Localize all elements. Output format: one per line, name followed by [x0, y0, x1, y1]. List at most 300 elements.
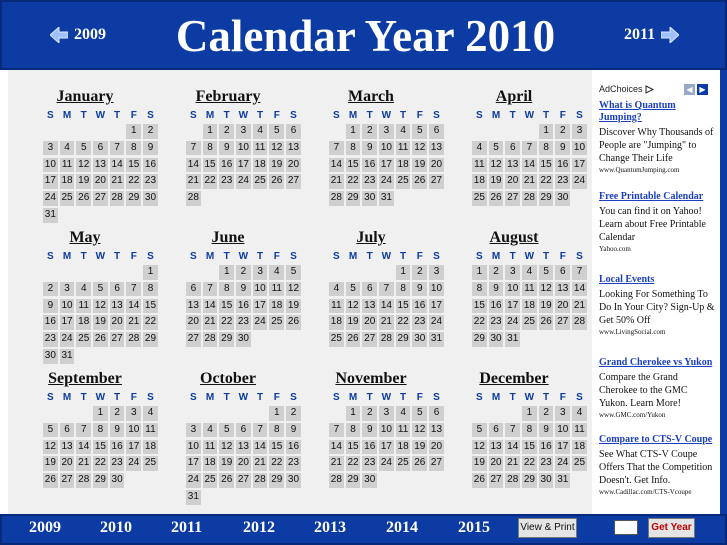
day-cell[interactable]: 13	[489, 440, 504, 455]
day-cell[interactable]: 12	[269, 141, 284, 156]
day-cell[interactable]: 1	[346, 124, 361, 139]
day-cell[interactable]: 19	[412, 440, 427, 455]
day-cell[interactable]: 27	[286, 174, 301, 189]
year-input[interactable]	[614, 520, 638, 535]
day-cell[interactable]: 7	[110, 141, 125, 156]
day-cell[interactable]: 1	[219, 265, 234, 280]
day-cell[interactable]: 9	[219, 141, 234, 156]
day-cell[interactable]: 15	[203, 158, 218, 173]
day-cell[interactable]: 30	[143, 191, 158, 206]
day-cell[interactable]: 22	[143, 315, 158, 330]
footer-year-link[interactable]: 2014	[386, 519, 418, 536]
day-cell[interactable]: 12	[539, 282, 554, 297]
day-cell[interactable]: 3	[186, 423, 201, 438]
day-cell[interactable]: 26	[43, 473, 58, 488]
day-cell[interactable]: 7	[253, 423, 268, 438]
day-cell[interactable]: 12	[412, 141, 427, 156]
day-cell[interactable]: 20	[236, 456, 251, 471]
day-cell[interactable]: 29	[346, 473, 361, 488]
day-cell[interactable]: 13	[505, 158, 520, 173]
day-cell[interactable]: 29	[522, 473, 537, 488]
day-cell[interactable]: 26	[286, 315, 301, 330]
day-cell[interactable]: 16	[362, 158, 377, 173]
day-cell[interactable]: 9	[362, 423, 377, 438]
day-cell[interactable]: 22	[522, 456, 537, 471]
month-title[interactable]: August	[489, 229, 539, 246]
day-cell[interactable]: 21	[329, 174, 344, 189]
day-cell[interactable]: 6	[489, 423, 504, 438]
day-cell[interactable]: 27	[362, 332, 377, 347]
day-cell[interactable]: 17	[186, 456, 201, 471]
day-cell[interactable]: 1	[396, 265, 411, 280]
day-cell[interactable]: 17	[505, 299, 520, 314]
day-cell[interactable]: 17	[43, 174, 58, 189]
footer-year-link[interactable]: 2009	[29, 519, 61, 536]
day-cell[interactable]: 12	[286, 282, 301, 297]
footer-year-link[interactable]: 2013	[314, 519, 346, 536]
day-cell[interactable]: 3	[253, 265, 268, 280]
day-cell[interactable]: 2	[489, 265, 504, 280]
day-cell[interactable]: 10	[572, 141, 587, 156]
ad-title-link[interactable]: What is Quantum Jumping?	[599, 100, 676, 123]
day-cell[interactable]: 27	[429, 456, 444, 471]
day-cell[interactable]: 1	[269, 406, 284, 421]
day-cell[interactable]: 18	[203, 456, 218, 471]
day-cell[interactable]: 29	[126, 191, 141, 206]
day-cell[interactable]: 16	[286, 440, 301, 455]
day-cell[interactable]: 26	[489, 191, 504, 206]
day-cell[interactable]: 5	[43, 423, 58, 438]
day-cell[interactable]: 29	[143, 332, 158, 347]
day-cell[interactable]: 8	[203, 141, 218, 156]
day-cell[interactable]: 13	[555, 282, 570, 297]
day-cell[interactable]: 17	[60, 315, 75, 330]
day-cell[interactable]: 11	[522, 282, 537, 297]
ad-title-link[interactable]: Grand Cherokee vs Yukon	[599, 357, 713, 368]
month-title[interactable]: July	[356, 229, 386, 246]
day-cell[interactable]: 4	[143, 406, 158, 421]
day-cell[interactable]: 30	[489, 332, 504, 347]
day-cell[interactable]: 13	[93, 158, 108, 173]
day-cell[interactable]: 23	[236, 315, 251, 330]
day-cell[interactable]: 12	[93, 299, 108, 314]
day-cell[interactable]: 26	[346, 332, 361, 347]
day-cell[interactable]: 11	[396, 423, 411, 438]
day-cell[interactable]: 11	[143, 423, 158, 438]
day-cell[interactable]: 15	[522, 440, 537, 455]
day-cell[interactable]: 24	[379, 174, 394, 189]
day-cell[interactable]: 26	[472, 473, 487, 488]
day-cell[interactable]: 4	[203, 423, 218, 438]
day-cell[interactable]: 6	[429, 406, 444, 421]
day-cell[interactable]: 14	[186, 158, 201, 173]
ad-next-button[interactable]: ▶	[697, 84, 708, 95]
day-cell[interactable]: 8	[219, 282, 234, 297]
day-cell[interactable]: 24	[555, 456, 570, 471]
day-cell[interactable]: 10	[555, 423, 570, 438]
day-cell[interactable]: 18	[472, 174, 487, 189]
day-cell[interactable]: 4	[253, 124, 268, 139]
day-cell[interactable]: 28	[329, 191, 344, 206]
day-cell[interactable]: 25	[329, 332, 344, 347]
day-cell[interactable]: 18	[572, 440, 587, 455]
day-cell[interactable]: 19	[76, 174, 91, 189]
day-cell[interactable]: 2	[286, 406, 301, 421]
day-cell[interactable]: 8	[396, 282, 411, 297]
day-cell[interactable]: 21	[379, 315, 394, 330]
day-cell[interactable]: 5	[472, 423, 487, 438]
day-cell[interactable]: 2	[555, 124, 570, 139]
day-cell[interactable]: 8	[539, 141, 554, 156]
day-cell[interactable]: 1	[143, 265, 158, 280]
day-cell[interactable]: 26	[219, 473, 234, 488]
footer-year-link[interactable]: 2015	[458, 519, 490, 536]
day-cell[interactable]: 4	[60, 141, 75, 156]
day-cell[interactable]: 5	[346, 282, 361, 297]
day-cell[interactable]: 23	[539, 456, 554, 471]
day-cell[interactable]: 3	[572, 124, 587, 139]
day-cell[interactable]: 8	[522, 423, 537, 438]
day-cell[interactable]: 27	[429, 174, 444, 189]
day-cell[interactable]: 14	[253, 440, 268, 455]
day-cell[interactable]: 14	[110, 158, 125, 173]
day-cell[interactable]: 25	[472, 191, 487, 206]
day-cell[interactable]: 30	[539, 473, 554, 488]
day-cell[interactable]: 7	[186, 141, 201, 156]
day-cell[interactable]: 11	[329, 299, 344, 314]
day-cell[interactable]: 27	[236, 473, 251, 488]
day-cell[interactable]: 25	[253, 174, 268, 189]
day-cell[interactable]: 6	[110, 282, 125, 297]
day-cell[interactable]: 15	[472, 299, 487, 314]
day-cell[interactable]: 9	[110, 423, 125, 438]
day-cell[interactable]: 14	[522, 158, 537, 173]
day-cell[interactable]: 10	[505, 282, 520, 297]
day-cell[interactable]: 1	[203, 124, 218, 139]
next-year-link[interactable]	[624, 26, 679, 44]
footer-year-link[interactable]: 2011	[171, 519, 203, 536]
day-cell[interactable]: 25	[396, 174, 411, 189]
day-cell[interactable]: 10	[60, 299, 75, 314]
day-cell[interactable]: 4	[76, 282, 91, 297]
day-cell[interactable]: 10	[43, 158, 58, 173]
day-cell[interactable]: 14	[76, 440, 91, 455]
day-cell[interactable]: 6	[286, 124, 301, 139]
day-cell[interactable]: 5	[539, 265, 554, 280]
day-cell[interactable]: 23	[362, 456, 377, 471]
day-cell[interactable]: 20	[93, 174, 108, 189]
day-cell[interactable]: 4	[572, 406, 587, 421]
month-title[interactable]: April	[495, 88, 533, 105]
day-cell[interactable]: 9	[412, 282, 427, 297]
day-cell[interactable]: 25	[76, 332, 91, 347]
day-cell[interactable]: 8	[472, 282, 487, 297]
day-cell[interactable]: 31	[186, 490, 201, 505]
day-cell[interactable]: 10	[236, 141, 251, 156]
day-cell[interactable]: 13	[60, 440, 75, 455]
day-cell[interactable]: 23	[43, 332, 58, 347]
day-cell[interactable]: 23	[143, 174, 158, 189]
day-cell[interactable]: 11	[396, 141, 411, 156]
day-cell[interactable]: 26	[76, 191, 91, 206]
month-title[interactable]: October	[200, 370, 256, 387]
day-cell[interactable]: 21	[76, 456, 91, 471]
day-cell[interactable]: 13	[186, 299, 201, 314]
day-cell[interactable]: 6	[555, 265, 570, 280]
day-cell[interactable]: 24	[429, 315, 444, 330]
day-cell[interactable]: 24	[572, 174, 587, 189]
day-cell[interactable]: 25	[522, 315, 537, 330]
day-cell[interactable]: 25	[396, 456, 411, 471]
day-cell[interactable]: 3	[379, 124, 394, 139]
day-cell[interactable]: 18	[329, 315, 344, 330]
day-cell[interactable]: 18	[396, 440, 411, 455]
day-cell[interactable]: 16	[43, 315, 58, 330]
day-cell[interactable]: 12	[346, 299, 361, 314]
day-cell[interactable]: 27	[93, 191, 108, 206]
day-cell[interactable]: 7	[572, 265, 587, 280]
day-cell[interactable]: 17	[126, 440, 141, 455]
day-cell[interactable]: 5	[286, 265, 301, 280]
adchoices-label[interactable]	[599, 84, 654, 94]
day-cell[interactable]: 29	[269, 473, 284, 488]
day-cell[interactable]: 6	[93, 141, 108, 156]
day-cell[interactable]: 17	[236, 158, 251, 173]
day-cell[interactable]: 15	[346, 440, 361, 455]
day-cell[interactable]: 11	[572, 423, 587, 438]
day-cell[interactable]: 26	[412, 174, 427, 189]
day-cell[interactable]: 28	[572, 315, 587, 330]
day-cell[interactable]: 20	[286, 158, 301, 173]
day-cell[interactable]: 23	[110, 456, 125, 471]
day-cell[interactable]: 11	[472, 158, 487, 173]
day-cell[interactable]: 25	[269, 315, 284, 330]
day-cell[interactable]: 25	[203, 473, 218, 488]
day-cell[interactable]: 16	[539, 440, 554, 455]
day-cell[interactable]: 23	[286, 456, 301, 471]
day-cell[interactable]: 19	[412, 158, 427, 173]
day-cell[interactable]: 9	[362, 141, 377, 156]
day-cell[interactable]: 14	[505, 440, 520, 455]
day-cell[interactable]: 28	[253, 473, 268, 488]
month-title[interactable]: June	[211, 229, 245, 246]
day-cell[interactable]: 16	[362, 440, 377, 455]
day-cell[interactable]: 27	[110, 332, 125, 347]
day-cell[interactable]: 3	[379, 406, 394, 421]
day-cell[interactable]: 1	[346, 406, 361, 421]
day-cell[interactable]: 20	[429, 440, 444, 455]
day-cell[interactable]: 29	[219, 332, 234, 347]
day-cell[interactable]: 9	[539, 423, 554, 438]
day-cell[interactable]: 28	[76, 473, 91, 488]
day-cell[interactable]: 17	[572, 158, 587, 173]
day-cell[interactable]: 22	[203, 174, 218, 189]
day-cell[interactable]: 20	[429, 158, 444, 173]
month-title[interactable]: February	[195, 88, 261, 105]
ad-url[interactable]: www.LivingSocial.com	[599, 328, 666, 336]
day-cell[interactable]: 4	[522, 265, 537, 280]
day-cell[interactable]: 16	[412, 299, 427, 314]
day-cell[interactable]: 5	[76, 141, 91, 156]
day-cell[interactable]: 11	[203, 440, 218, 455]
day-cell[interactable]: 27	[60, 473, 75, 488]
day-cell[interactable]: 9	[143, 141, 158, 156]
day-cell[interactable]: 11	[60, 158, 75, 173]
month-title[interactable]: May	[69, 229, 101, 246]
day-cell[interactable]: 19	[539, 299, 554, 314]
day-cell[interactable]: 15	[143, 299, 158, 314]
day-cell[interactable]: 21	[110, 174, 125, 189]
day-cell[interactable]: 21	[203, 315, 218, 330]
day-cell[interactable]: 23	[489, 315, 504, 330]
ad-prev-button[interactable]: ◀	[684, 84, 695, 95]
day-cell[interactable]: 19	[43, 456, 58, 471]
day-cell[interactable]: 12	[76, 158, 91, 173]
day-cell[interactable]: 16	[219, 158, 234, 173]
day-cell[interactable]: 7	[126, 282, 141, 297]
day-cell[interactable]: 28	[110, 191, 125, 206]
ad-title-link[interactable]: Local Events	[599, 274, 655, 285]
day-cell[interactable]: 21	[329, 456, 344, 471]
day-cell[interactable]: 29	[93, 473, 108, 488]
day-cell[interactable]: 8	[346, 423, 361, 438]
day-cell[interactable]: 5	[489, 141, 504, 156]
month-title[interactable]: December	[479, 370, 549, 387]
day-cell[interactable]: 26	[412, 456, 427, 471]
ad-url[interactable]: Yahoo.com	[599, 245, 631, 253]
day-cell[interactable]: 16	[110, 440, 125, 455]
day-cell[interactable]: 3	[126, 406, 141, 421]
day-cell[interactable]: 8	[346, 141, 361, 156]
day-cell[interactable]: 31	[555, 473, 570, 488]
day-cell[interactable]: 13	[362, 299, 377, 314]
day-cell[interactable]: 24	[60, 332, 75, 347]
day-cell[interactable]: 14	[379, 299, 394, 314]
day-cell[interactable]: 2	[219, 124, 234, 139]
day-cell[interactable]: 9	[43, 299, 58, 314]
day-cell[interactable]: 7	[329, 141, 344, 156]
day-cell[interactable]: 9	[236, 282, 251, 297]
day-cell[interactable]: 2	[412, 265, 427, 280]
day-cell[interactable]: 19	[93, 315, 108, 330]
day-cell[interactable]: 30	[362, 191, 377, 206]
day-cell[interactable]: 27	[505, 191, 520, 206]
day-cell[interactable]: 2	[236, 265, 251, 280]
day-cell[interactable]: 18	[76, 315, 91, 330]
day-cell[interactable]: 30	[110, 473, 125, 488]
day-cell[interactable]: 16	[555, 158, 570, 173]
day-cell[interactable]: 24	[253, 315, 268, 330]
day-cell[interactable]: 18	[269, 299, 284, 314]
day-cell[interactable]: 20	[60, 456, 75, 471]
day-cell[interactable]: 19	[219, 456, 234, 471]
day-cell[interactable]: 6	[505, 141, 520, 156]
day-cell[interactable]: 21	[572, 299, 587, 314]
day-cell[interactable]: 4	[329, 282, 344, 297]
day-cell[interactable]: 14	[329, 440, 344, 455]
day-cell[interactable]: 25	[572, 456, 587, 471]
day-cell[interactable]: 15	[219, 299, 234, 314]
day-cell[interactable]: 17	[429, 299, 444, 314]
day-cell[interactable]: 31	[505, 332, 520, 347]
day-cell[interactable]: 23	[412, 315, 427, 330]
day-cell[interactable]: 28	[379, 332, 394, 347]
day-cell[interactable]: 13	[429, 141, 444, 156]
day-cell[interactable]: 15	[93, 440, 108, 455]
day-cell[interactable]: 20	[489, 456, 504, 471]
day-cell[interactable]: 29	[346, 191, 361, 206]
day-cell[interactable]: 3	[60, 282, 75, 297]
day-cell[interactable]: 20	[110, 315, 125, 330]
day-cell[interactable]: 9	[489, 282, 504, 297]
day-cell[interactable]: 8	[93, 423, 108, 438]
day-cell[interactable]: 3	[555, 406, 570, 421]
day-cell[interactable]: 18	[143, 440, 158, 455]
day-cell[interactable]: 22	[219, 315, 234, 330]
day-cell[interactable]: 7	[522, 141, 537, 156]
month-title[interactable]: January	[56, 88, 114, 105]
day-cell[interactable]: 17	[379, 158, 394, 173]
day-cell[interactable]: 7	[505, 423, 520, 438]
day-cell[interactable]: 18	[60, 174, 75, 189]
day-cell[interactable]: 11	[76, 299, 91, 314]
day-cell[interactable]: 14	[572, 282, 587, 297]
day-cell[interactable]: 12	[412, 423, 427, 438]
month-title[interactable]: November	[335, 370, 407, 387]
day-cell[interactable]: 22	[93, 456, 108, 471]
day-cell[interactable]: 28	[126, 332, 141, 347]
day-cell[interactable]: 15	[346, 158, 361, 173]
day-cell[interactable]: 18	[522, 299, 537, 314]
day-cell[interactable]: 3	[505, 265, 520, 280]
day-cell[interactable]: 26	[539, 315, 554, 330]
day-cell[interactable]: 18	[396, 158, 411, 173]
day-cell[interactable]: 12	[219, 440, 234, 455]
ad-title-link[interactable]: Compare to CTS-V Coupe	[599, 434, 713, 445]
day-cell[interactable]: 19	[489, 174, 504, 189]
day-cell[interactable]: 13	[236, 440, 251, 455]
day-cell[interactable]: 3	[236, 124, 251, 139]
day-cell[interactable]: 30	[555, 191, 570, 206]
day-cell[interactable]: 4	[396, 406, 411, 421]
day-cell[interactable]: 11	[269, 282, 284, 297]
day-cell[interactable]: 30	[286, 473, 301, 488]
day-cell[interactable]: 10	[379, 141, 394, 156]
day-cell[interactable]: 24	[379, 456, 394, 471]
day-cell[interactable]: 23	[555, 174, 570, 189]
day-cell[interactable]: 10	[253, 282, 268, 297]
day-cell[interactable]: 13	[429, 423, 444, 438]
day-cell[interactable]: 28	[505, 473, 520, 488]
day-cell[interactable]: 18	[253, 158, 268, 173]
day-cell[interactable]: 27	[555, 315, 570, 330]
day-cell[interactable]: 22	[346, 456, 361, 471]
day-cell[interactable]: 15	[269, 440, 284, 455]
day-cell[interactable]: 14	[329, 158, 344, 173]
day-cell[interactable]: 25	[60, 191, 75, 206]
day-cell[interactable]: 2	[362, 406, 377, 421]
day-cell[interactable]: 7	[329, 423, 344, 438]
footer-year-link[interactable]: 2010	[100, 519, 132, 536]
day-cell[interactable]: 17	[379, 440, 394, 455]
day-cell[interactable]: 20	[555, 299, 570, 314]
day-cell[interactable]: 26	[269, 174, 284, 189]
day-cell[interactable]: 5	[269, 124, 284, 139]
day-cell[interactable]: 13	[110, 299, 125, 314]
day-cell[interactable]: 20	[186, 315, 201, 330]
day-cell[interactable]: 30	[236, 332, 251, 347]
footer-year-link[interactable]: 2012	[243, 519, 275, 536]
